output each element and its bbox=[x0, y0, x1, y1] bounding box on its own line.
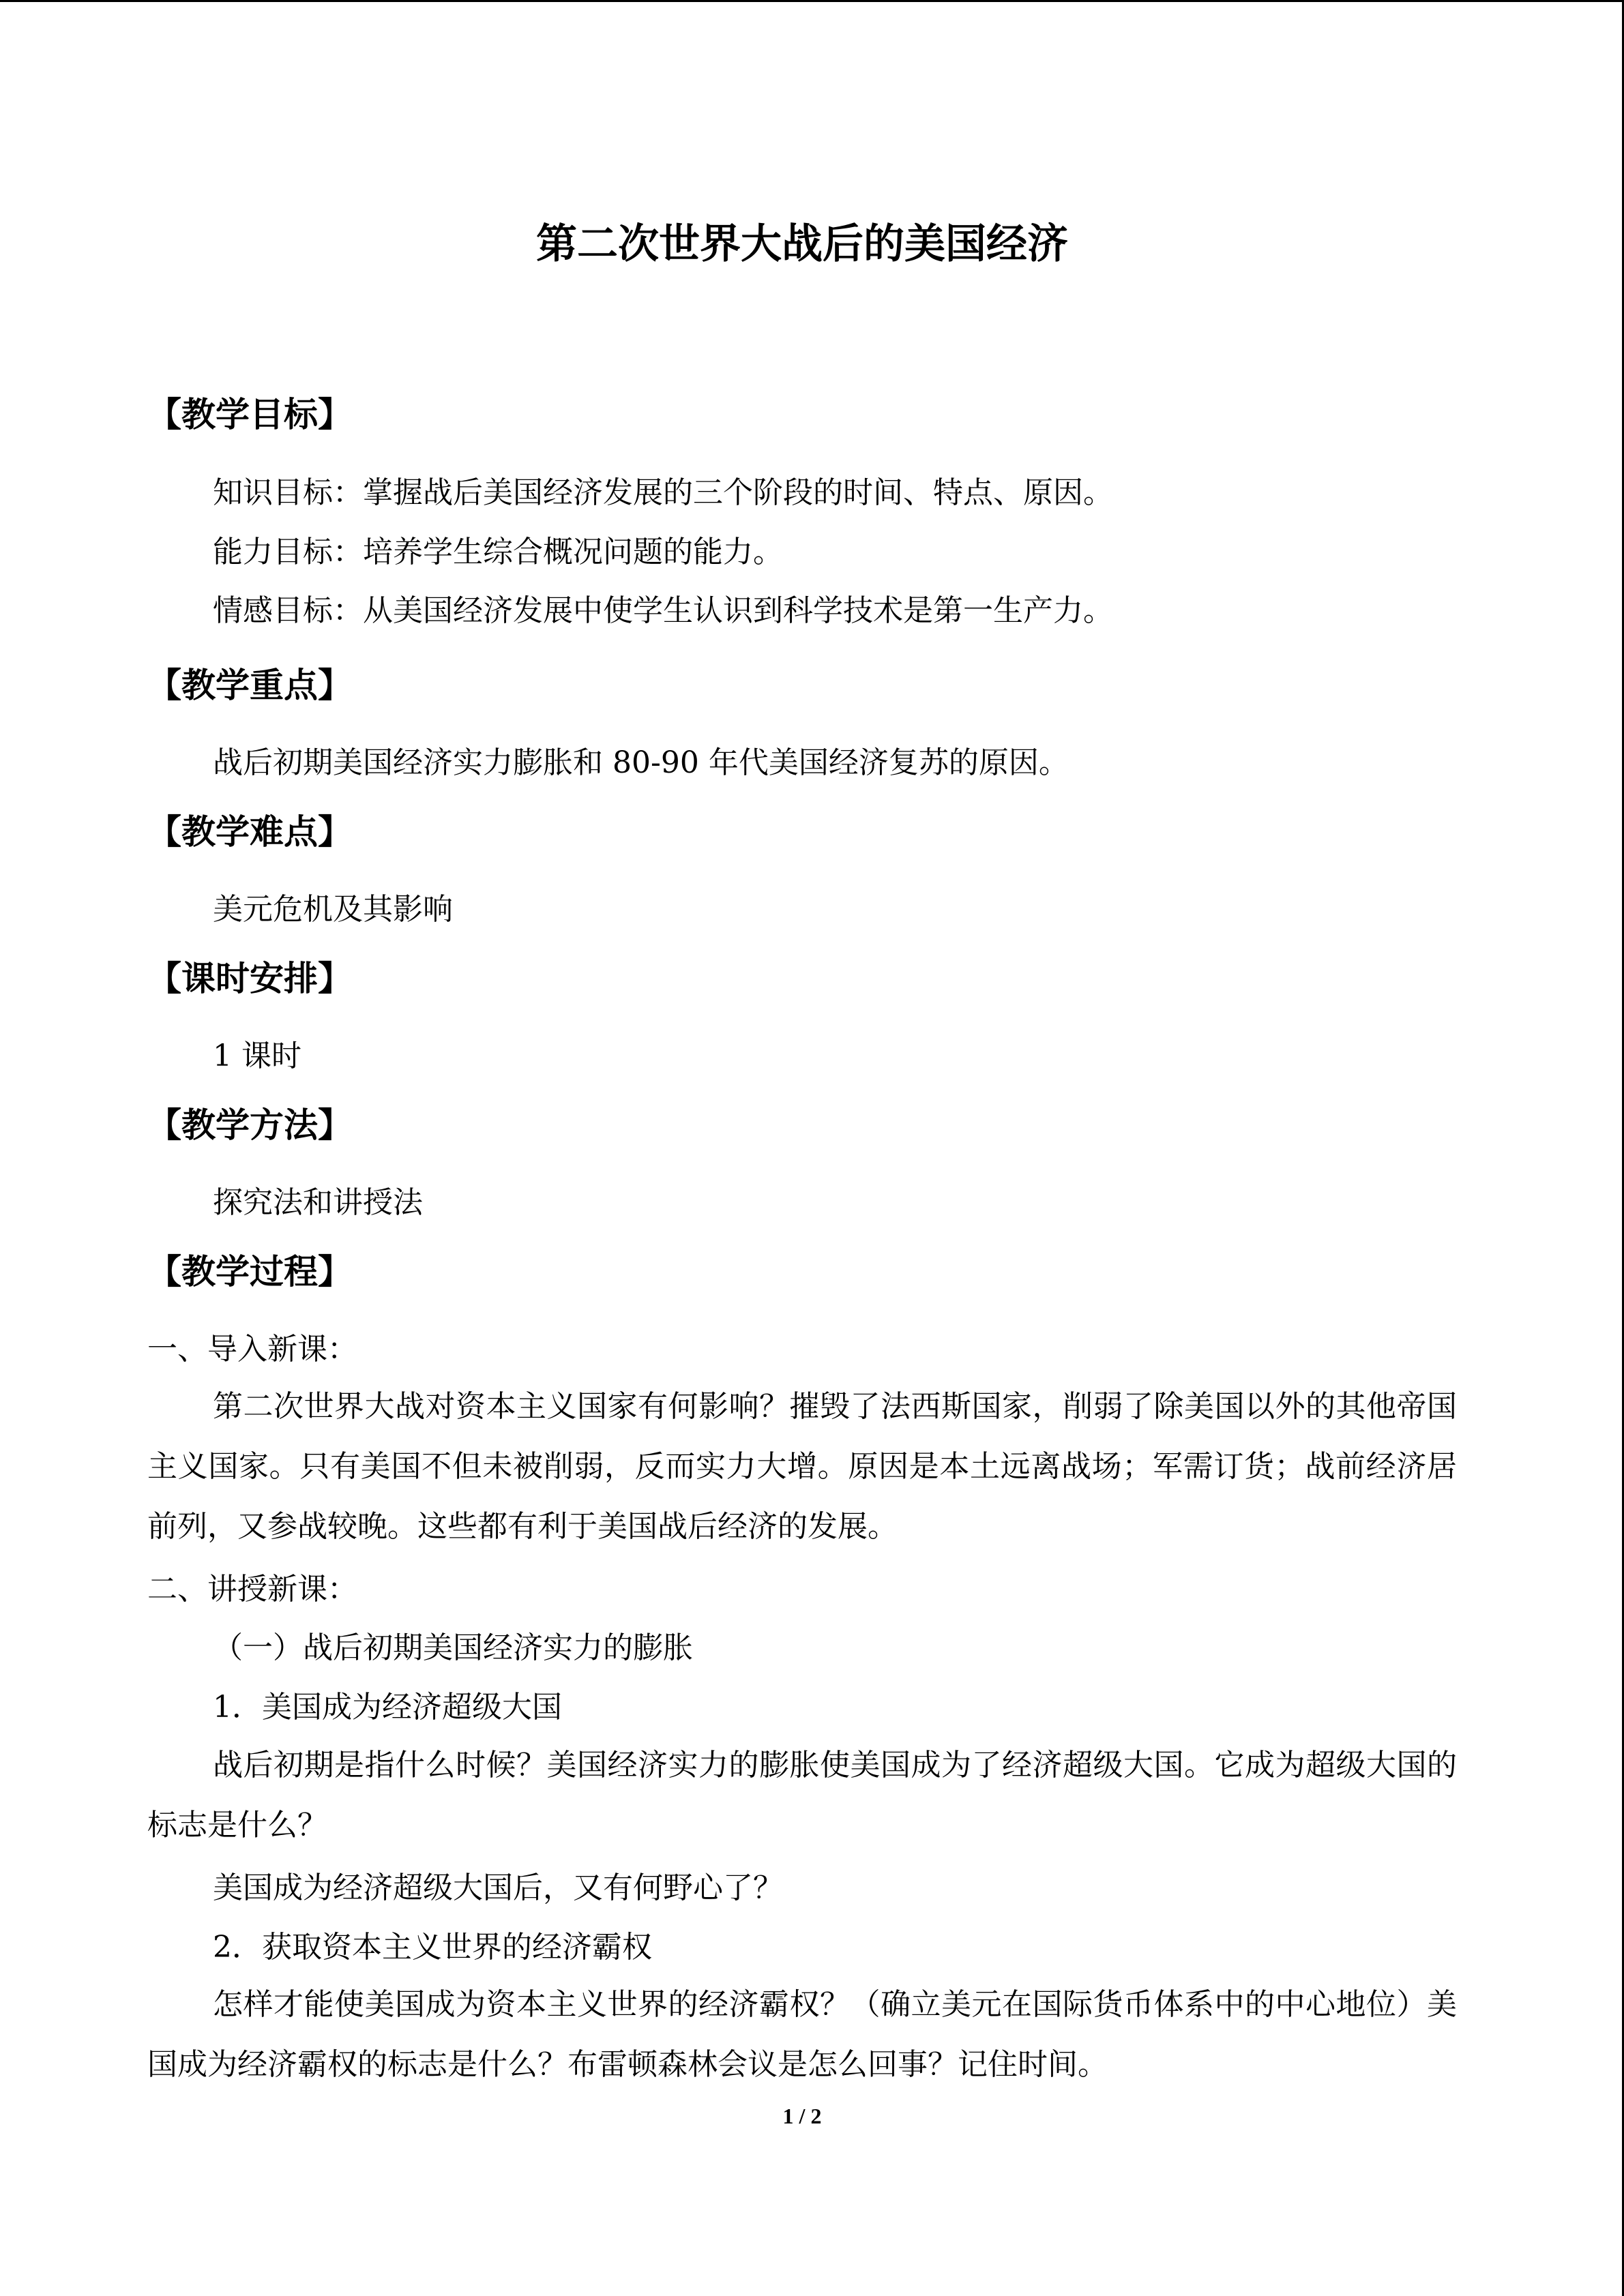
document-title: 第二次世界大战后的美国经济 bbox=[536, 220, 1068, 268]
methods-text: 探究法和讲授法 bbox=[213, 1185, 423, 1220]
page-number: 1 / 2 bbox=[782, 2104, 822, 2128]
sub-heading-expansion: （一）战后初期美国经济实力的膨胀 bbox=[213, 1630, 693, 1665]
heading-schedule: 【课时安排】 bbox=[147, 958, 352, 998]
item-superpower-text2: 美国成为经济超级大国后，又有何野心了？ bbox=[213, 1870, 783, 1905]
key-points-text: 战后初期美国经济实力膨胀和 80-90 年代美国经济复苏的原因。 bbox=[213, 745, 1069, 780]
heading-methods: 【教学方法】 bbox=[147, 1105, 352, 1145]
heading-difficulties: 【教学难点】 bbox=[147, 811, 352, 852]
intro-label: 一、导入新课： bbox=[147, 1332, 357, 1367]
item-superpower-text: 战后初期是指什么时候？美国经济实力的膨胀使美国成为了经济超级大国。它成为超级大国的标志是什么？ bbox=[147, 1748, 1457, 1843]
item-hegemony: 2．获取资本主义世界的经济霸权 bbox=[213, 1930, 652, 1965]
heading-key-points: 【教学重点】 bbox=[147, 665, 352, 705]
lecture-label: 二、讲授新课： bbox=[147, 1572, 357, 1607]
item-superpower: 1．美国成为经济超级大国 bbox=[213, 1690, 562, 1725]
schedule-text: 1 课时 bbox=[213, 1039, 301, 1073]
objective-emotion: 情感目标：从美国经济发展中使学生认识到科学技术是第一生产力。 bbox=[213, 593, 1113, 628]
objective-knowledge: 知识目标：掌握战后美国经济发展的三个阶段的时间、特点、原因。 bbox=[213, 475, 1113, 510]
item-hegemony-text: 怎样才能使美国成为资本主义世界的经济霸权？（确立美元在国际货币体系中的中心地位）美国成为经济霸权的标志是什么？布雷顿森林会议是怎么回事？记住时间。 bbox=[147, 1987, 1457, 2082]
difficulties-text: 美元危机及其影响 bbox=[213, 892, 453, 927]
objective-ability: 能力目标：培养学生综合概况问题的能力。 bbox=[213, 535, 783, 569]
document-page bbox=[147, 0, 1457, 2296]
intro-paragraph: 第二次世界大战对资本主义国家有何影响？摧毁了法西斯国家，削弱了除美国以外的其他帝国主义国家。只有美国不但未被削弱，反而实力大增。原因是本土远离战场；军需订货；战前经济居前列，又参战较晚。这些都有利于美国战后经济的发展。 bbox=[147, 1389, 1457, 1544]
heading-objectives: 【教学目标】 bbox=[147, 394, 352, 434]
heading-process: 【教学过程】 bbox=[147, 1251, 352, 1292]
